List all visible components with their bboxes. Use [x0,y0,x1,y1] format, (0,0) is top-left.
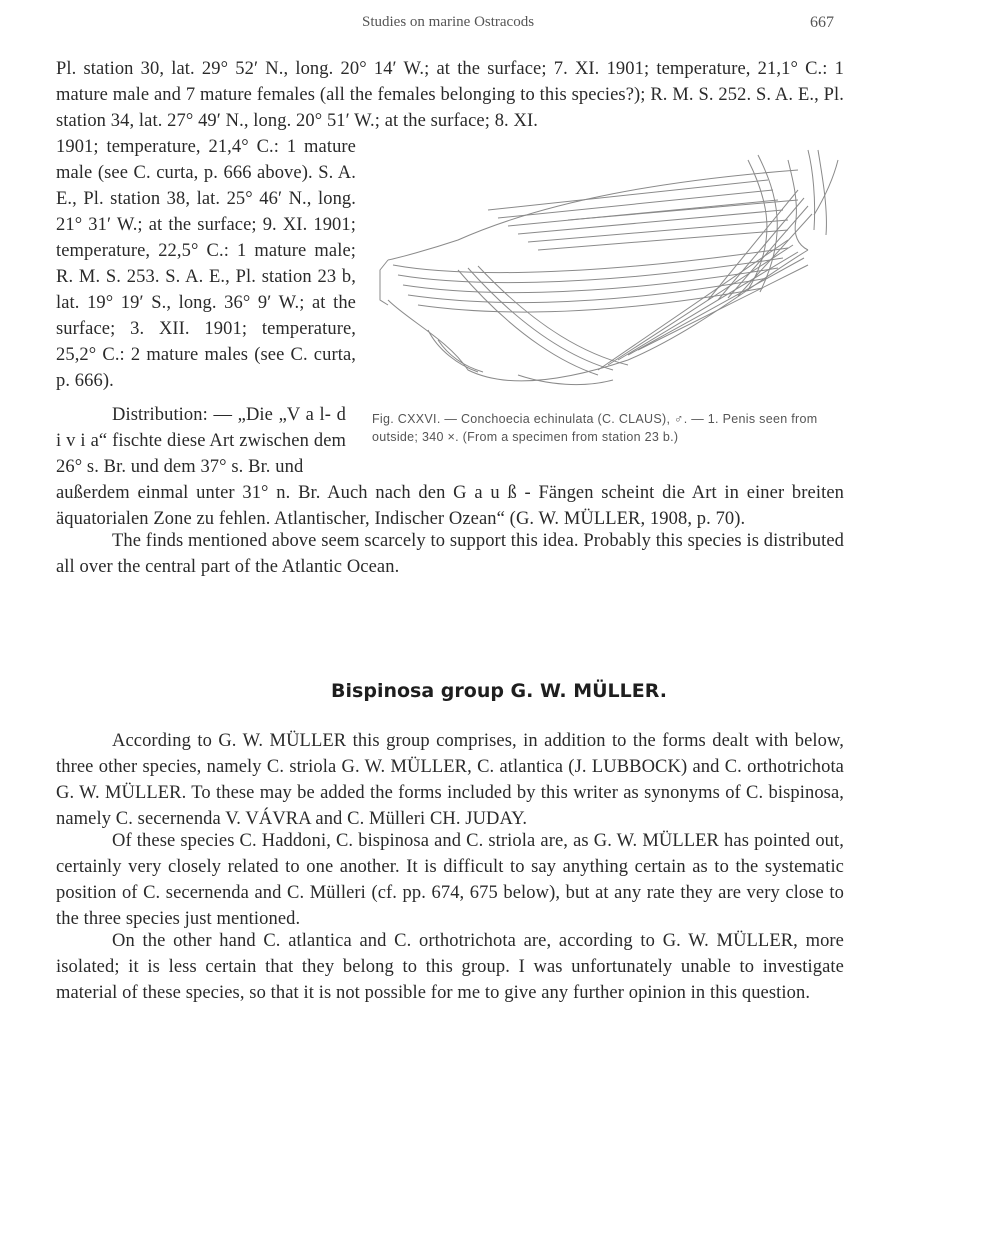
figure-caption: Fig. CXXVI. — Conchoecia echinulata (C. CLAUS), ♂. — 1. Penis seen from outside; 340 ×. (From a specimen from station 23 b.) [372,412,818,444]
related-species-paragraph: Of these species C. Haddoni, C. bispinosa and C. striola are, as G. W. MÜLLER has pointed out, certainly very closely related to one another. It is difficult to say anything certain as to the systematic position of C. secernenda and C. Mülleri (cf. pp. 674, 675 below), but at any rate they are very close to the three species just mentioned. [56,831,844,929]
penis-illustration [368,140,858,400]
station-records-continued: 1901; temperature, 21,4° C.: 1 mature male (see C. curta, p. 666 above). S. A. E., Pl. station 38, lat. 25° 46′ N., long. 21° 31′ W.; at the surface; 9. XI. 1901; temperature, 22,5° C.: 1 mature male; R. M. S. 253. S. A. E., Pl. station 23 b, lat. 19° 19′ S., long. 36° 9′ W.; at the surface; 3. XII. 1901; temperature, 25,2° C.: 2 mature males (see C. curta, p. 666). [56,137,356,391]
page-number: 667 [810,14,834,31]
isolated-species-paragraph: On the other hand C. atlantica and C. orthotrichota are, according to G. W. MÜLLER, more isolated; it is less certain that they belong to this group. I was unfortunately unable to investigate material of these species, so that it is not possible for me to give any further opinion in this question. [56,931,844,1003]
section-heading: Bispinosa group G. W. MÜLLER. [331,680,667,702]
figure-penis-drawing [368,140,858,400]
group-composition-paragraph: According to G. W. MÜLLER this group comprises, in addition to the forms dealt with below, three other species, namely C. striola G. W. MÜLLER, C. atlantica (J. LUBBOCK) and C. orthotrichota G. W. MÜLLER. To these may be added the forms included by this writer as synonyms of C. bispinosa, namely C. secernenda V. VÁVRA and C. Mülleri CH. JUDAY. [56,731,844,829]
finds-paragraph: The finds mentioned above seem scarcely to support this idea. Probably this species is distributed all over the central part of the Atlantic Ocean. [56,531,844,577]
distribution-paragraph: Distribution: — „Die „V a l- d i v i a“ fischte diese Art zwischen dem 26° s. Br. und dem 37° s. Br. und [56,405,346,477]
station-records-paragraph: Pl. station 30, lat. 29° 52′ N., long. 20° 14′ W.; at the surface; 7. XI. 1901; temperature, 21,1° C.: 1 mature male and 7 mature females (all the females belonging to this species?); R. M. S. 252. S. A. E., Pl. station 34, lat. 27° 49′ N., long. 20° 51′ W.; at the surface; 8. XI. [56,59,844,131]
running-title: Studies on marine Ostracods [362,14,535,30]
distribution-paragraph-continued: außerdem einmal unter 31° n. Br. Auch nach den G a u ß - Fängen scheint die Art in einer breiten äquatorialen Zone zu fehlen. Atlantischer, Indischer Ozean“ (G. W. MÜLLER, 1908, p. 70). [56,483,844,529]
